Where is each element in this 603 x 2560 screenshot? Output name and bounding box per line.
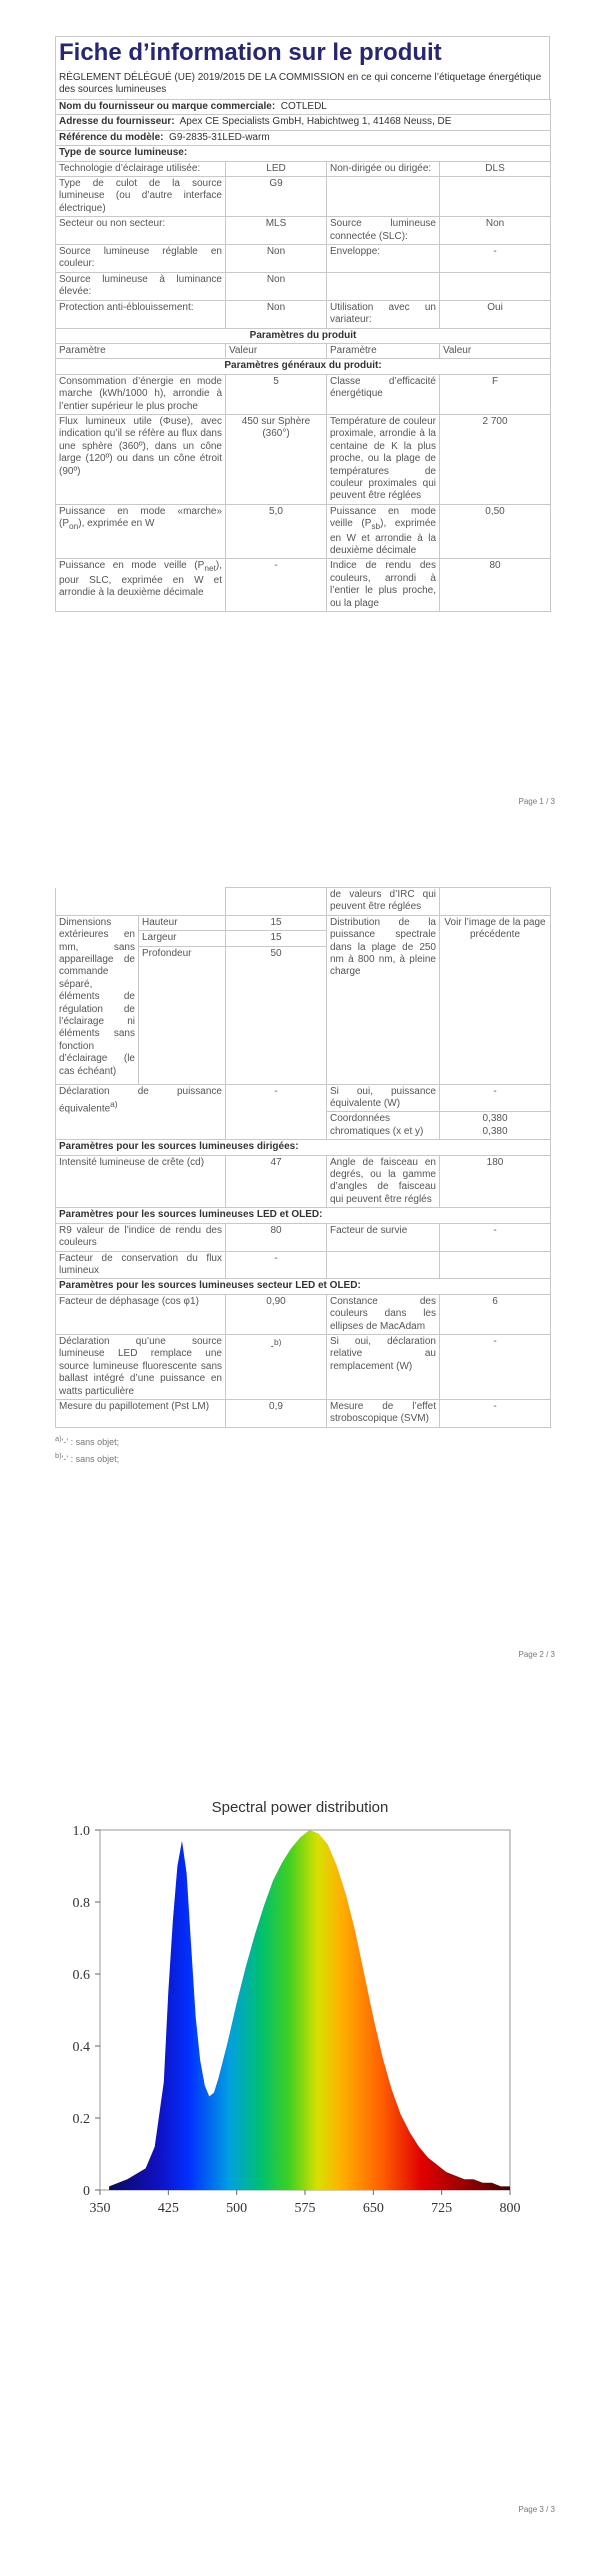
param-label: Facteur de conservation du flux lumineux xyxy=(56,1251,226,1279)
supplier-value: COTLEDL xyxy=(280,101,327,112)
param-label: Si oui, déclaration relative au remplacement (W) xyxy=(327,1334,440,1399)
param-value: 180 xyxy=(440,1155,551,1208)
supplier-label: Nom du fournisseur ou marque commerciale: xyxy=(59,101,276,112)
chart-title: Spectral power distribution xyxy=(211,1799,389,1816)
address-row xyxy=(56,115,551,130)
type-label: Non-dirigée ou dirigée: xyxy=(327,161,440,176)
supplier-row xyxy=(56,100,551,115)
y-tick-label: 0.2 xyxy=(72,2112,90,2127)
type-header: Type de source lumineuse: xyxy=(56,146,551,161)
param-label: Classe d’efficacité énergétique xyxy=(327,374,440,414)
regulation-intro: RÈGLEMENT DÉLÉGUÉ (UE) 2019/2015 DE LA COMMISSION en ce qui concerne l’étiquetage énergétique des sources lumineuses xyxy=(55,69,550,99)
type-label xyxy=(327,272,440,300)
param-label: de valeurs d’IRC qui peuvent être réglées xyxy=(327,888,440,916)
info-table xyxy=(55,99,551,612)
type-row xyxy=(56,272,551,300)
type-label: Source lumineuse à luminance élevée: xyxy=(56,272,226,300)
x-ticks xyxy=(90,2190,521,2216)
param-row xyxy=(56,1084,551,1112)
type-label: Secteur ou non secteur: xyxy=(56,217,226,245)
x-tick-label: 500 xyxy=(226,2201,248,2216)
param-label xyxy=(56,559,226,612)
x-tick-label: 650 xyxy=(362,2201,384,2216)
param-label: Coordonnées chromatiques (x et y) xyxy=(327,1112,440,1140)
y-tick-label: 0 xyxy=(83,2184,90,2199)
param-label: Consommation d’énergie en mode marche (kWh/1000 h), arrondie à l’entier supérieur le plus proche xyxy=(56,374,226,414)
page-3 xyxy=(0,1740,603,2560)
type-label xyxy=(327,177,440,217)
param-label: Si oui, puissance équivalente (W) xyxy=(327,1084,440,1112)
column-headers xyxy=(56,343,551,358)
label-sub: sb xyxy=(371,521,381,532)
type-value: Non xyxy=(226,300,327,328)
mains-header: Paramètres pour les sources lumineuses secteur LED et OLED: xyxy=(56,1279,551,1294)
type-row xyxy=(56,217,551,245)
col-value: Valeur xyxy=(440,343,551,358)
type-row xyxy=(56,161,551,176)
spd-label: Distribution de la puissance spectrale dans la plage de 250 nm à 800 nm, à pleine charge xyxy=(327,915,440,1084)
type-row xyxy=(56,300,551,328)
param-label: Mesure de l’effet stroboscopique (SVM) xyxy=(327,1399,440,1427)
label-part: Puissance en mode «marche» (P xyxy=(59,505,222,530)
page-footer: Page 3 / 3 xyxy=(518,2505,555,2514)
label-part: Puissance en mode veille (P xyxy=(330,505,436,530)
param-value: 0,9 xyxy=(226,1399,327,1427)
empty-cell xyxy=(226,888,327,916)
type-value: DLS xyxy=(440,161,551,176)
product-sheet-page-1 xyxy=(55,36,550,612)
label-sub: net xyxy=(204,563,216,574)
label-part: ), exprimée en W xyxy=(78,518,155,530)
x-tick-label: 575 xyxy=(294,2201,316,2216)
param-row xyxy=(56,1334,551,1399)
value-sup: b) xyxy=(273,1336,282,1347)
dimension-name: Largeur xyxy=(139,931,226,946)
type-value: Non xyxy=(226,272,327,300)
col-param: Paramètre xyxy=(327,343,440,358)
dimension-name: Profondeur xyxy=(139,946,226,1084)
type-label: Protection anti-éblouissement: xyxy=(56,300,226,328)
footnote-a xyxy=(55,1432,550,1449)
model-label: Référence du modèle: xyxy=(59,131,164,143)
param-row xyxy=(56,414,551,504)
y-ticks xyxy=(73,1824,101,2199)
footnote-b xyxy=(55,1449,550,1466)
col-param: Paramètre xyxy=(56,343,226,358)
page-footer: Page 1 / 3 xyxy=(518,797,555,806)
col-value: Valeur xyxy=(226,343,327,358)
type-value: Non xyxy=(440,217,551,245)
param-value: - xyxy=(440,1334,551,1399)
dimensions-row xyxy=(56,915,551,930)
label-part: ), exprimée en W et arrondie à la deuxième décimale xyxy=(330,518,436,556)
product-sheet-page-2 xyxy=(55,887,550,1466)
type-label: Utilisation avec un variateur: xyxy=(327,300,440,328)
param-value: 450 sur Sphère (360°) xyxy=(226,414,327,504)
page-2 xyxy=(0,875,603,1710)
param-label: Angle de faisceau en degrés, ou la gamme d’angles de faisceau qui peuvent être réglés xyxy=(327,1155,440,1208)
param-row xyxy=(56,1399,551,1427)
params-table-continued xyxy=(55,887,551,1428)
y-tick-label: 0.6 xyxy=(72,1968,90,1983)
model-value: G9-2835-31LED-warm xyxy=(169,131,270,143)
param-label: Flux lumineux utile (Φuse), avec indication qu’il se réfère au flux dans une sphère (360º), dans un cône large (120º) ou dans un cône étroit (90º) xyxy=(56,414,226,504)
param-label: Facteur de survie xyxy=(327,1223,440,1251)
param-label: Facteur de déphasage (cos φ1) xyxy=(56,1294,226,1334)
dimension-value: 50 xyxy=(226,946,327,1084)
plot-area xyxy=(73,1824,521,2216)
y-tick-label: 0.8 xyxy=(72,1896,90,1911)
address-label: Adresse du fournisseur: xyxy=(59,116,175,128)
type-label: Enveloppe: xyxy=(327,245,440,273)
param-value: 2 700 xyxy=(440,414,551,504)
label-sub: on xyxy=(69,521,79,532)
param-row xyxy=(56,559,551,612)
x-tick-label: 800 xyxy=(499,2201,521,2216)
param-row xyxy=(56,1251,551,1279)
type-value: MLS xyxy=(226,217,327,245)
param-value: - xyxy=(226,559,327,612)
footnote-sup: a) xyxy=(55,1433,62,1443)
y-tick-label: 1.0 xyxy=(72,1824,90,1839)
param-value: 80 xyxy=(226,1223,327,1251)
spectral-power-chart xyxy=(55,1780,545,2240)
param-value: - xyxy=(226,1251,327,1279)
type-value: Oui xyxy=(440,300,551,328)
product-params-header: Paramètres du produit xyxy=(56,328,551,343)
x-tick-label: 350 xyxy=(89,2201,111,2216)
param-value: 5 xyxy=(226,374,327,414)
value-part: - xyxy=(270,1341,274,1353)
dimension-name: Hauteur xyxy=(139,915,226,930)
param-value: 6 xyxy=(440,1294,551,1334)
empty-cell xyxy=(440,888,551,916)
label-part: Puissance en mode veille (P xyxy=(59,560,205,572)
type-value: - xyxy=(440,245,551,273)
type-label: Source lumineuse réglable en couleur: xyxy=(56,245,226,273)
param-value: 5,0 xyxy=(226,504,327,559)
param-value: - xyxy=(226,1084,327,1140)
spd-value: Voir l’image de la page précédente xyxy=(440,915,551,1084)
param-label: Déclaration qu’une source lumineuse LED remplace une source lumineuse fluorescente sans ballast intégré d’une puissance en watts particulière xyxy=(56,1334,226,1399)
type-value xyxy=(440,272,551,300)
param-value: 80 xyxy=(440,559,551,612)
type-label: Technologie d’éclairage utilisée: xyxy=(56,161,226,176)
footnote-text: '-' : sans objet; xyxy=(61,1453,120,1464)
param-value: 0,50 xyxy=(440,504,551,559)
type-label: Type de culot de la source lumineuse (ou d’autre interface électrique) xyxy=(56,177,226,217)
param-row xyxy=(56,504,551,559)
param-label: Constance des couleurs dans les ellipses de MacAdam xyxy=(327,1294,440,1334)
empty-cell xyxy=(327,1251,440,1279)
page-1 xyxy=(0,0,603,835)
param-label: Température de couleur proximale, arrondie à la centaine de K la plus proche, ou la plage de températures de couleur proximales qui peuvent être réglées xyxy=(327,414,440,504)
document-title: Fiche d’information sur le produit xyxy=(55,36,550,69)
type-row xyxy=(56,177,551,217)
param-label: Mesure du papillotement (Pst LM) xyxy=(56,1399,226,1427)
footnote-text: '-' : sans objet; xyxy=(61,1436,120,1447)
param-value xyxy=(440,1112,551,1140)
param-label: Indice de rendu des couleurs, arrondi à l’entier le plus proche, ou la plage xyxy=(327,559,440,612)
param-row xyxy=(56,1223,551,1251)
param-label xyxy=(327,504,440,559)
coord-y: 0,380 xyxy=(482,1125,508,1137)
type-value: Non xyxy=(226,245,327,273)
param-row xyxy=(56,374,551,414)
param-value: - xyxy=(440,1223,551,1251)
param-row xyxy=(56,1294,551,1334)
address-value: Apex CE Specialists GmbH, Habichtweg 1, 41468 Neuss, DE xyxy=(179,116,452,128)
param-label xyxy=(56,504,226,559)
param-row xyxy=(56,888,551,916)
empty-cell xyxy=(440,1251,551,1279)
type-value: LED xyxy=(226,161,327,176)
general-params-header: Paramètres généraux du produit: xyxy=(56,359,551,374)
type-label: Source lumineuse connectée (SLC): xyxy=(327,217,440,245)
led-header: Paramètres pour les sources lumineuses LED et OLED: xyxy=(56,1208,551,1223)
dimension-value: 15 xyxy=(226,931,327,946)
param-label: Intensité lumineuse de crête (cd) xyxy=(56,1155,226,1208)
type-value: G9 xyxy=(226,177,327,217)
spd-area xyxy=(109,1830,510,2190)
type-value xyxy=(440,177,551,217)
param-value: - xyxy=(440,1084,551,1112)
param-value: 47 xyxy=(226,1155,327,1208)
directed-header: Paramètres pour les sources lumineuses dirigées: xyxy=(56,1140,551,1155)
param-value: F xyxy=(440,374,551,414)
param-label xyxy=(56,1084,226,1140)
param-row xyxy=(56,1155,551,1208)
label-part: ), pour SLC, exprimée en W et arrondie à la deuxième décimale xyxy=(59,560,222,599)
y-tick-label: 0.4 xyxy=(72,2040,90,2055)
footnote-sup: b) xyxy=(55,1450,62,1460)
model-row xyxy=(56,130,551,145)
x-tick-label: 425 xyxy=(157,2201,179,2216)
label-sup: a) xyxy=(110,1099,118,1110)
coord-x: 0,380 xyxy=(482,1113,508,1125)
label-part: Déclaration de puissance équivalente xyxy=(59,1085,222,1115)
type-row xyxy=(56,245,551,273)
param-value: 0,90 xyxy=(226,1294,327,1334)
page-footer: Page 2 / 3 xyxy=(518,1650,555,1659)
param-label: R9 valeur de l’indice de rendu des couleurs xyxy=(56,1223,226,1251)
dimensions-label: Dimensions extérieures en mm, sans appareillage de commande séparé, éléments de régulation de l’éclairage ni éléments sans fonction d’éclairage (le cas échéant) xyxy=(56,915,139,1084)
param-value xyxy=(226,1334,327,1399)
param-value: - xyxy=(440,1399,551,1427)
x-tick-label: 725 xyxy=(431,2201,453,2216)
empty-cell xyxy=(56,888,226,916)
dimension-value: 15 xyxy=(226,915,327,930)
